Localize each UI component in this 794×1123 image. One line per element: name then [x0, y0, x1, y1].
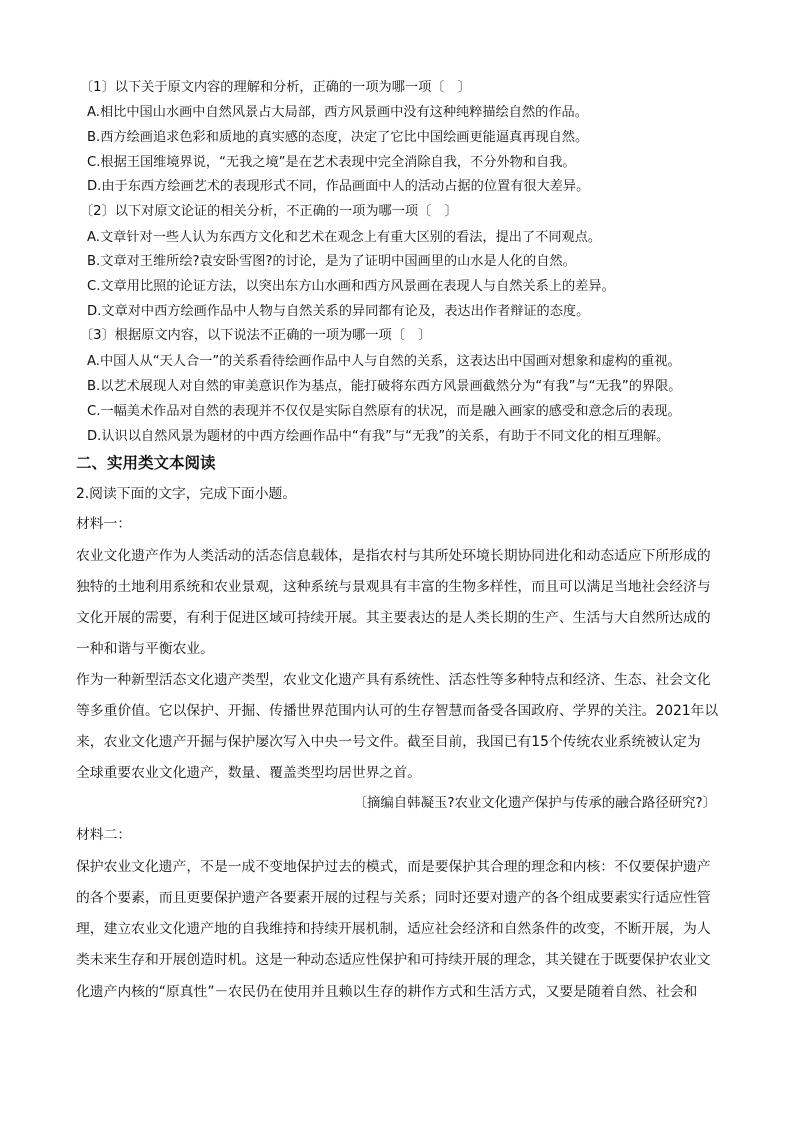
question-1-option-a: A.相比中国山水画中自然风景占大局部，西方风景画中没有这种纯粹描绘自然的作品。 [87, 105, 588, 120]
question-2-stem: 〔2〕以下对原文论证的相关分析，不正确的一项为哪一项〔 〕 [80, 204, 458, 219]
question-1-option-b: B.西方绘画追求色彩和质地的真实感的态度，决定了它比中国绘画更能逼真再现自然。 [87, 130, 589, 145]
question-3-option-a: A.中国人从“天人合一”的关系看待绘画作品中人与自然的关系，这表达出中国画对想象和虚构的重视。 [87, 354, 681, 369]
question-1-option-c: C.根据王国维境界说，“无我之境”是在艺术表现中完全消除自我，不分外物和自我。 [87, 155, 576, 170]
material-2-line: 类未来生存和开展创造时机。这是一种动态适应性保护和可持续开展的理念，其关键在于既要保护农业文 [76, 952, 711, 968]
material-1-line: 来，农业文化遗产开掘与保护屡次写入中央一号文件。截至目前，我国已有15个传统农业系统被认定为 [76, 734, 701, 750]
material-1-line: 全球重要农业文化遗产，数量、覆盖类型均居世界之首。 [76, 765, 421, 781]
question-3-option-d: D.认识以自然风景为题材的中西方绘画作品中“有我”与“无我”的关系，有助于不同文化的相互理解。 [87, 429, 670, 444]
question-2-option-c: C.文章用比照的论证方法，以突出东方山水画和西方风景画在表现人与自然关系上的差异。 [87, 279, 615, 294]
material-2-line: 理，建立农业文化遗产地的自我维持和持续开展机制，适应社会经济和自然条件的改变，不断开展，为人 [76, 921, 711, 937]
material-2-label: 材料二： [76, 827, 132, 843]
question-3-option-b: B.以艺术展现人对自然的审美意识作为基点，能打破将东西方风景画截然分为“有我”与“无我”的界限。 [87, 379, 682, 394]
material-1-line: 农业文化遗产作为人类活动的活态信息载体，是指农村与其所处环境长期协同进化和动态适应下所形成的 [76, 548, 711, 564]
material-1-line: 文化开展的需要，有利于促进区域可持续开展。其主要表达的是人类长期的生产、生活与大自然所达成的 [76, 610, 711, 626]
material-1-line: 独特的土地利用系统和农业景观，这种系统与景观具有丰富的生物多样性，而且可以满足当地社会经济与 [76, 579, 711, 595]
material-1-source: 〔摘编自韩凝玉?农业文化遗产保护与传承的融合路径研究?〕 [353, 796, 716, 811]
question-3-stem: 〔3〕根据原文内容，以下说法不正确的一项为哪一项〔 〕 [80, 328, 432, 343]
material-2-line: 保护农业文化遗产，不是一成不变地保护过去的模式，而是要保护其合理的理念和内核：不仅要保护遗产 [76, 859, 711, 875]
section-heading: 二、实用类文本阅读 [76, 454, 216, 472]
section-instruction: 2.阅读下面的文字，完成下面小题。 [76, 486, 297, 502]
material-1-line: 作为一种新型活态文化遗产类型，农业文化遗产具有系统性、活态性等多种特点和经济、生态、社会文化 [76, 672, 711, 688]
question-3-option-c: C.一幅美术作品对自然的表现并不仅仅是实际自然原有的状况，而是融入画家的感受和意念后的表现。 [87, 404, 681, 419]
material-2-line: 化遗产内核的“原真性”－农民仍在使用并且赖以生存的耕作方式和生活方式，又要是随着自然、社会和 [76, 984, 698, 1000]
material-1-line: 等多重价值。它以保护、开掘、传播世界范围内认可的生存智慧而备受各国政府、学界的关注。2021年以 [76, 703, 719, 719]
question-2-option-d: D.文章对中西方绘画作品中人物与自然关系的异同都有论及，表达出作者辩证的态度。 [87, 304, 590, 319]
material-2-line: 的各个要素，而且更要保护遗产各要素开展的过程与关系；同时还要对遗产的各个组成要素实行适应性管 [76, 890, 711, 906]
question-2-option-b: B.文章对王维所绘?袁安卧雪图?的讨论，是为了证明中国画里的山水是人化的自然。 [87, 254, 576, 269]
material-1-label: 材料一： [76, 516, 132, 532]
material-1-line: 一种和谐与平衡农业。 [76, 641, 214, 657]
question-2-option-a: A.文章针对一些人认为东西方文化和艺术在观念上有重大区别的看法，提出了不同观点。 [87, 230, 602, 245]
question-1-option-d: D.由于东西方绘画艺术的表现形式不同，作品画面中人的活动占据的位置有很大差异。 [87, 179, 590, 194]
question-1-stem: 〔1〕以下关于原文内容的理解和分析，正确的一项为哪一项〔 〕 [80, 80, 471, 95]
